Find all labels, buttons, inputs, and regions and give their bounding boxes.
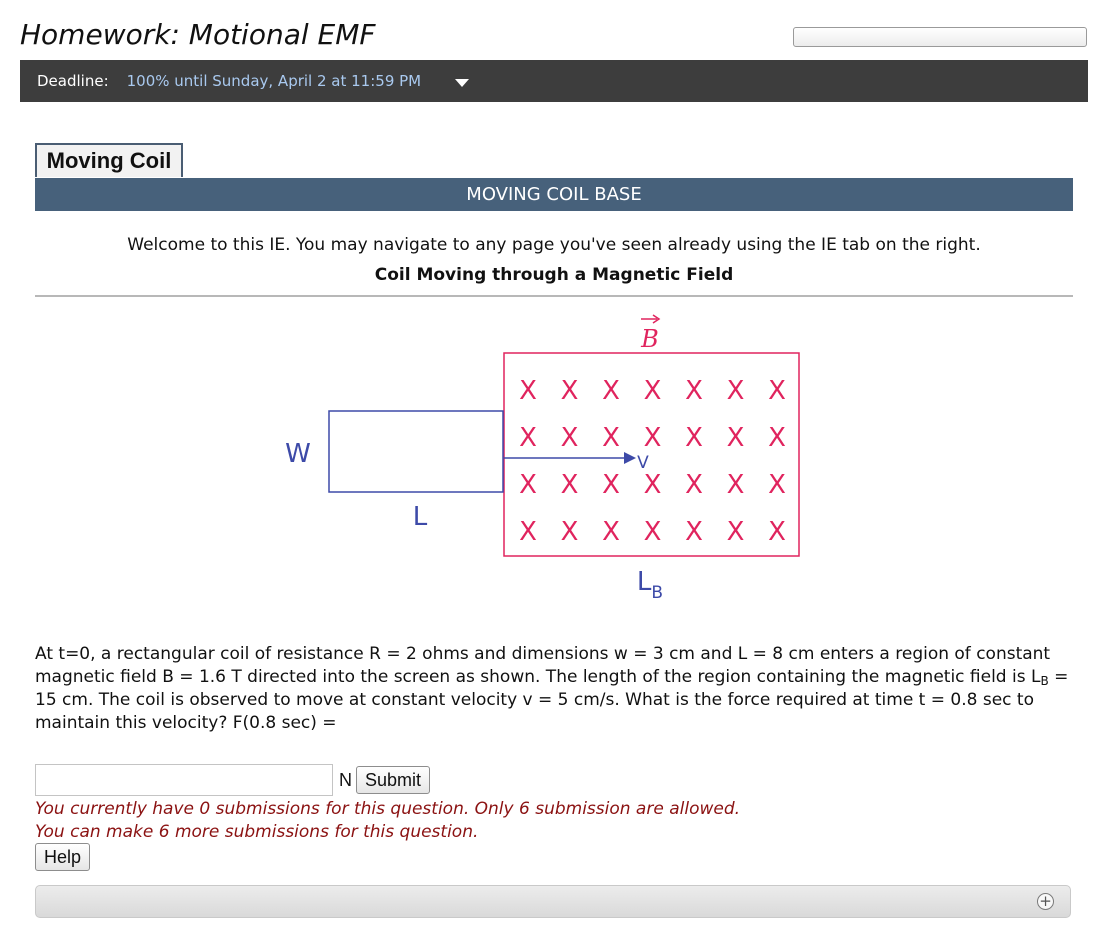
field-mark: X bbox=[643, 517, 662, 547]
field-mark: X bbox=[768, 376, 786, 406]
question-subscript: B bbox=[1040, 674, 1049, 688]
submissions-remaining: You can make 6 more submissions for this question. bbox=[35, 822, 479, 842]
answer-unit: N bbox=[339, 769, 352, 790]
submission-status: You currently have 0 submissions for this question. Only 6 submission are allowed. bbox=[35, 799, 741, 819]
field-mark: X bbox=[768, 470, 786, 500]
field-mark: X bbox=[768, 517, 786, 547]
question-part2: = 15 cm. The coil is observed to move at constant velocity v = 5 cm/s. What is the force required at time t = 0.8 sec to maintain this velocity? F(0.8 sec) = bbox=[35, 667, 1069, 733]
tab-moving-coil[interactable]: Moving Coil bbox=[35, 143, 183, 177]
velocity-label: V bbox=[637, 453, 649, 473]
region-length-main: L bbox=[636, 567, 652, 597]
divider bbox=[35, 295, 1073, 297]
progress-bar bbox=[793, 27, 1087, 47]
field-mark: X bbox=[726, 376, 745, 406]
field-mark: X bbox=[560, 517, 579, 547]
page-title: Homework: Motional EMF bbox=[20, 18, 376, 51]
chevron-down-icon[interactable] bbox=[455, 79, 469, 87]
field-mark: X bbox=[643, 423, 662, 453]
question-text bbox=[35, 643, 1075, 735]
help-button[interactable]: Help bbox=[35, 843, 90, 871]
field-mark: X bbox=[602, 517, 620, 547]
field-mark: X bbox=[685, 423, 703, 453]
field-marks bbox=[519, 376, 786, 547]
field-label: B bbox=[641, 325, 659, 353]
answer-row bbox=[35, 764, 430, 796]
welcome-text: Welcome to this IE. You may navigate to any page you've seen already using the IE tab on the right. bbox=[127, 235, 981, 255]
coil bbox=[329, 411, 503, 492]
region-length-sub: B bbox=[651, 583, 664, 603]
section-header: MOVING COIL BASE bbox=[35, 178, 1073, 211]
question-part1: At t=0, a rectangular coil of resistance R = 2 ohms and dimensions w = 3 cm and L = 8 cm enters a region of constant magnetic field B = 1.6 T directed into the screen as shown. The length of the region containing the magnetic field is L bbox=[35, 644, 1051, 687]
field-mark: X bbox=[560, 423, 579, 453]
deadline-bar[interactable] bbox=[20, 60, 1088, 102]
coil-length-label: L bbox=[412, 502, 428, 532]
field-mark: X bbox=[726, 470, 745, 500]
expand-plus-icon[interactable]: + bbox=[1037, 893, 1054, 910]
field-mark: X bbox=[768, 423, 786, 453]
field-mark: X bbox=[602, 470, 620, 500]
collapsed-panel[interactable] bbox=[35, 885, 1071, 918]
field-mark: X bbox=[602, 423, 620, 453]
submit-button[interactable]: Submit bbox=[356, 766, 430, 794]
field-mark: X bbox=[602, 376, 620, 406]
field-mark: X bbox=[560, 376, 579, 406]
field-mark: X bbox=[685, 470, 703, 500]
field-mark: X bbox=[685, 376, 703, 406]
field-mark: X bbox=[726, 423, 745, 453]
field-mark: X bbox=[519, 470, 537, 500]
deadline-value[interactable]: 100% until Sunday, April 2 at 11:59 PM bbox=[126, 72, 422, 90]
answer-input[interactable] bbox=[35, 764, 333, 796]
velocity-arrowhead bbox=[624, 452, 636, 464]
region-length-label bbox=[637, 567, 663, 603]
deadline-label: Deadline: bbox=[37, 72, 109, 90]
field-mark: X bbox=[519, 376, 537, 406]
section-subtitle: Coil Moving through a Magnetic Field bbox=[374, 265, 734, 285]
field-mark: X bbox=[685, 517, 703, 547]
field-mark: X bbox=[726, 517, 745, 547]
field-mark: X bbox=[519, 517, 537, 547]
field-mark: X bbox=[519, 423, 537, 453]
coil-diagram bbox=[270, 305, 830, 605]
field-mark: X bbox=[643, 376, 662, 406]
coil-width-label: W bbox=[285, 439, 311, 469]
field-mark: X bbox=[643, 470, 662, 500]
field-mark: X bbox=[560, 470, 579, 500]
